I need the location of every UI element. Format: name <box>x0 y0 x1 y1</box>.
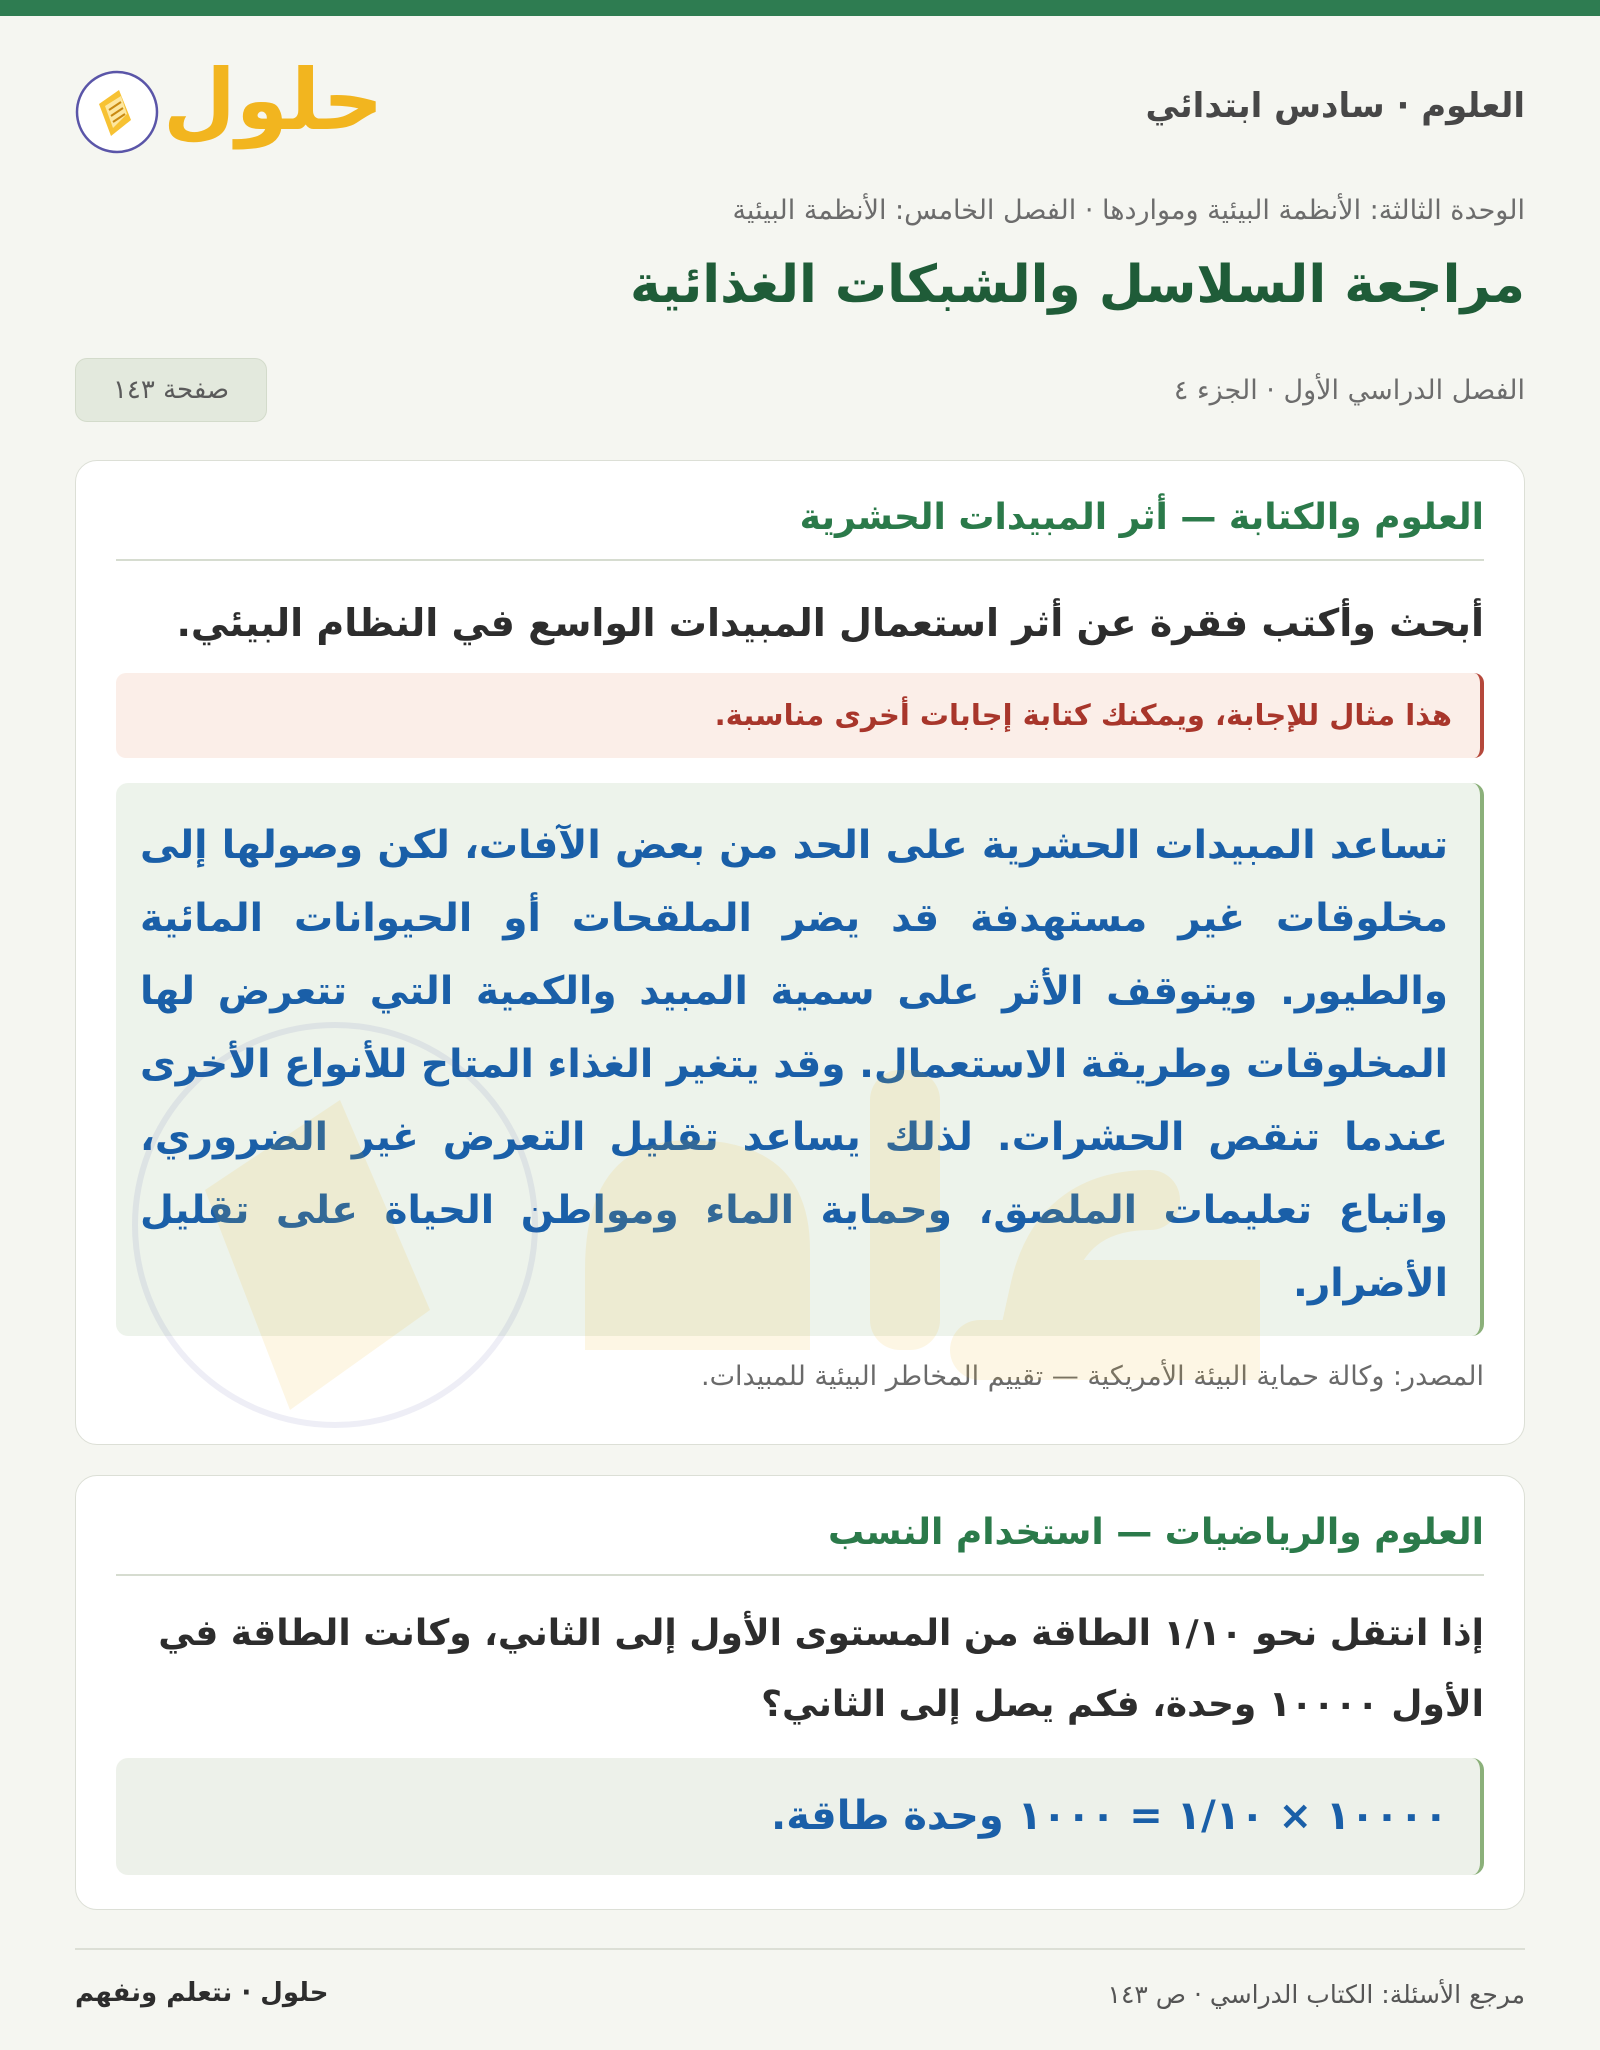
page-header <box>75 51 1525 156</box>
breadcrumb: الوحدة الثالثة: الأنظمة البيئية ومواردها · الفصل الخامس: الأنظمة البيئية <box>732 195 1525 226</box>
writing-section-card <box>75 460 1525 1445</box>
math-section-title: العلوم والرياضيات — استخدام النسب <box>828 1512 1484 1553</box>
subject-label: العلوم · سادس ابتدائي <box>1145 86 1525 126</box>
math-section-card <box>75 1475 1525 1910</box>
writing-question: أبحث وأكتب فقرة عن أثر استعمال المبيدات الواسع في النظام البيئي. <box>176 601 1484 645</box>
math-question: إذا انتقل نحو ١/١٠ الطاقة من المستوى الأول إلى الثاني، وكانت الطاقة في الأول ١٠٠٠٠ وحدة، فكم يصل إلى الثاني؟ <box>158 1613 1484 1725</box>
page-title: مراجعة السلاسل والشبكات الغذائية <box>629 255 1525 315</box>
divider <box>116 1574 1484 1576</box>
writing-answer-box <box>116 783 1484 1336</box>
footer-divider <box>75 1948 1525 1950</box>
footer-reference: مرجع الأسئلة: الكتاب الدراسي · ص ١٤٣ <box>1107 1980 1525 2009</box>
footer-tagline: حلول · نتعلم ونفهم <box>75 1978 329 2008</box>
top-accent-bar <box>0 0 1600 16</box>
writing-answer: تساعد المبيدات الحشرية على الحد من بعض الآفات، لكن وصولها إلى مخلوقات غير مستهدفة قد يضر الملقحات أو الحيوانات المائية والطيور. ويتوقف الأثر على سمية المبيد والكمية التي تتعرض لها المخلوقات وطريقة الاستعمال. وقد يتغير الغذاء المتاح للأنواع الأخرى عندما تنقص الحشرات. لذلك يساعد تقليل التعرض غير الضروري، واتباع تعليمات الملصق، وحماية الماء ومواطن الحياة على تقليل الأضرار. <box>139 823 1448 1306</box>
book-pencil-icon <box>75 70 159 154</box>
semester-label: الفصل الدراسي الأول · الجزء ٤ <box>1173 375 1525 406</box>
math-answer: ١٠٠٠٠ × ١/١٠ = ١٠٠٠ وحدة طاقة. <box>116 1758 1484 1875</box>
logo-text: حلول <box>163 51 384 149</box>
site-logo[interactable] <box>75 51 384 156</box>
example-note: هذا مثال للإجابة، ويمكنك كتابة إجابات أخرى مناسبة. <box>116 673 1484 758</box>
source-citation: المصدر: وكالة حماية البيئة الأمريكية — تقييم المخاطر البيئية للمبيدات. <box>701 1361 1484 1392</box>
divider <box>116 559 1484 561</box>
page-number-badge: صفحة ١٤٣ <box>75 358 267 422</box>
writing-section-title: العلوم والكتابة — أثر المبيدات الحشرية <box>799 497 1484 538</box>
